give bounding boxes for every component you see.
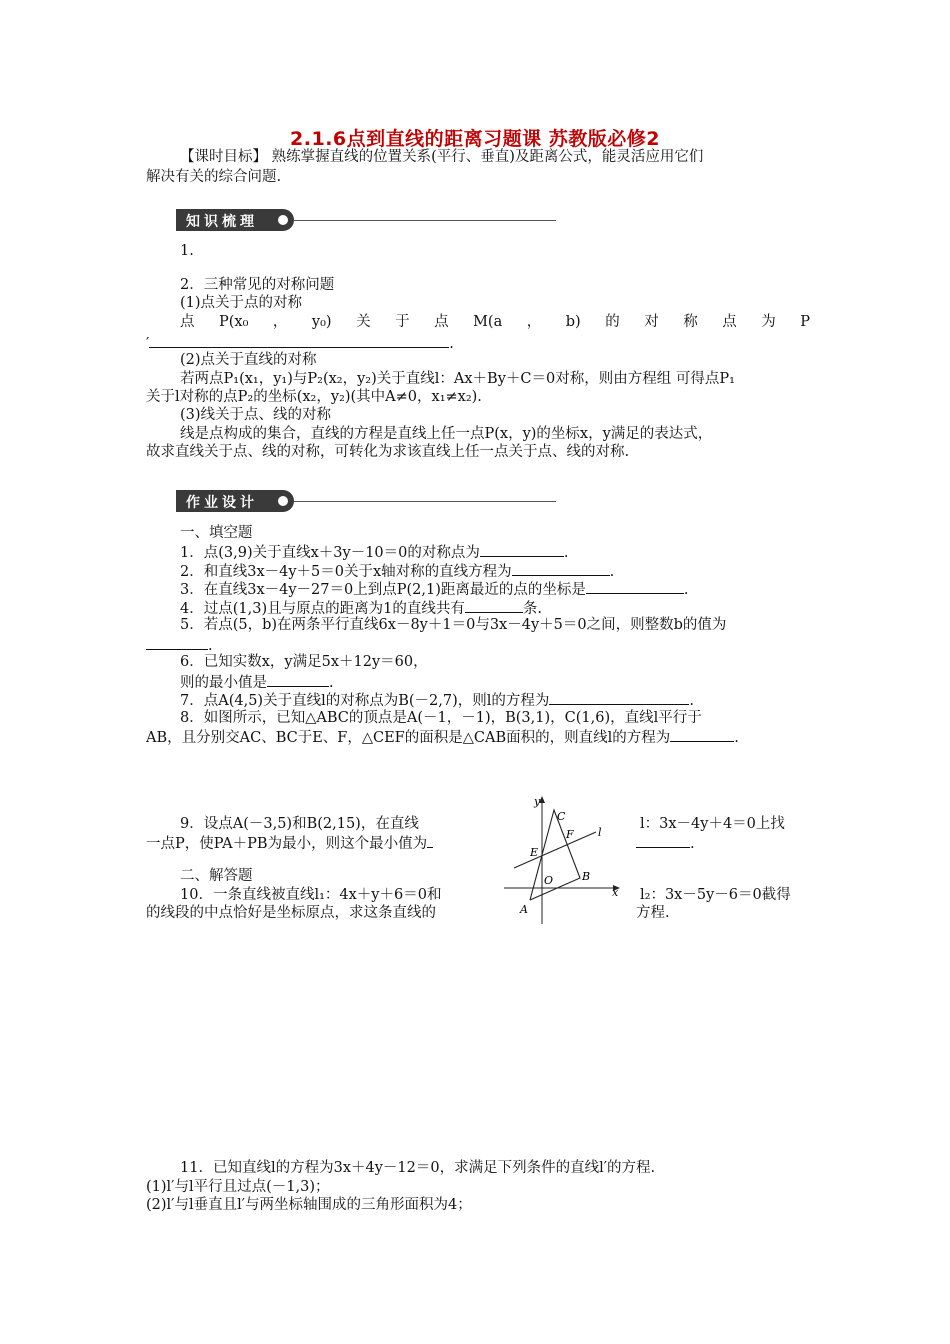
line-l <box>514 832 596 868</box>
token: 点 <box>180 314 195 330</box>
label-c: C <box>557 810 566 823</box>
question-2: 2．和直线3x－4y＋5＝0关于x轴对称的直线方程为 . <box>180 561 614 581</box>
label-a: A <box>520 903 528 916</box>
label-f: F <box>566 828 574 841</box>
banner-rule <box>294 501 556 502</box>
sub-2-heading: (2)点关于直线的对称 <box>180 352 317 368</box>
label-y: y <box>534 795 541 808</box>
question-9a: 9．设点A(－3,5)和B(2,15)，在直线 <box>180 816 419 832</box>
answer-blank[interactable] <box>146 635 208 650</box>
token: ， <box>526 314 542 330</box>
period: . <box>449 336 454 352</box>
answer-blank[interactable] <box>586 579 684 594</box>
sub-3-line-2: 故求直线关于点、线的对称，可转化为求该直线上任一点关于点、线的对称. <box>146 444 630 460</box>
question-8b: AB，且分别交AC、BC于E、F，△CEF的面积是△CAB面积的，则直线l的方程为 . <box>146 727 739 747</box>
q-text: 4．过点(1,3)且与原点的距离为1的直线共有 <box>180 601 465 617</box>
answer-blank[interactable] <box>149 333 449 348</box>
token: 于 <box>395 314 410 330</box>
question-6a: 6．已知实数x，y满足5x＋12y＝60， <box>180 654 428 670</box>
question-4 <box>180 598 542 618</box>
sub-3-heading: (3)线关于点、线的对称 <box>180 407 332 423</box>
answer-blank[interactable] <box>267 672 329 687</box>
token: 对 <box>644 314 659 330</box>
answer-blank[interactable] <box>465 598 523 613</box>
question-11: 11．已知直线l的方程为3x＋4y－12＝0，求满足下列条件的直线l′的方程. <box>180 1160 656 1176</box>
token: 为 <box>761 314 776 330</box>
sub-1-answer-line <box>146 333 454 353</box>
question-1: 1．点(3,9)关于直线x＋3y－10＝0的对称点为 . <box>180 542 568 562</box>
question-8a: 8．如图所示，已知△ABC的顶点是A(－1，－1)，B(3,1)，C(1,6)，直线l平行于 <box>180 710 702 726</box>
q-text: AB，且分别交AC、BC于E、F，△CEF的面积是△CAB面积的，则直线l的方程为 <box>146 730 671 746</box>
item-2: 2．三种常见的对称问题 <box>180 277 335 293</box>
part-1-heading: 一、填空题 <box>180 525 253 541</box>
part-2-heading: 二、解答题 <box>180 868 253 884</box>
question-9b <box>146 833 433 853</box>
q-text: 一点P，使PA＋PB为最小，则这个最小值为 <box>146 836 428 852</box>
token: P(x₀ <box>219 314 249 330</box>
sub-2-line-2: 关于l对称的点P₂的坐标(x₂，y₂)(其中A≠0，x₁≠x₂). <box>146 389 482 405</box>
answer-blank[interactable] <box>480 542 564 557</box>
question-10b: 的线段的中点恰好是坐标原点，求这条直线的 <box>146 905 436 921</box>
sub-1-spread-line <box>180 313 810 331</box>
item-1: 1. <box>180 243 194 259</box>
question-5-answer: . <box>146 635 213 655</box>
question-5: 5．若点(5，b)在两条平行直线6x－8y＋1＝0与3x－4y＋5＝0之间，则整数b的值为 <box>180 617 727 633</box>
label-x: x <box>612 886 619 899</box>
token: 的 <box>605 314 620 330</box>
label-e: E <box>530 846 539 859</box>
banner-label: 作业设计 <box>186 495 258 511</box>
question-9c: l：3x－4y＋4＝0上找 <box>640 816 785 832</box>
prime-mark: ′ <box>146 336 150 352</box>
sub-1-heading: (1)点关于点的对称 <box>180 295 303 311</box>
question-11-part-2: (2)l′与l垂直且l′与两坐标轴围成的三角形面积为4； <box>146 1197 472 1213</box>
question-11-part-1: (1)l′与l平行且过点(－1,3)； <box>146 1179 330 1195</box>
banner-label: 知识梳理 <box>186 214 258 230</box>
q-text: 7．点A(4,5)关于直线l的对称点为B(－2,7)，则l的方程为 <box>180 693 550 709</box>
label-l: l <box>598 826 602 839</box>
answer-blank[interactable] <box>427 833 433 848</box>
question-10c: l₂：3x－5y－6＝0截得 <box>640 887 791 903</box>
goal-line-1: 【课时目标】 熟练掌握直线的位置关系(平行、垂直)及距离公式，能灵活应用它们 <box>180 149 704 165</box>
label-o: O <box>544 874 554 887</box>
sub-2-line-1: 若两点P₁(x₁，y₁)与P₂(x₂，y₂)关于直线l：Ax＋By＋C＝0对称，则由方程组 可得点P₁ <box>180 371 735 387</box>
label-b: B <box>582 870 591 883</box>
token: 点 <box>722 314 737 330</box>
dot-icon <box>278 496 288 506</box>
question-3: 3．在直线3x－4y－27＝0上到点P(2,1)距离最近的点的坐标是 . <box>180 579 688 599</box>
question-10a: 10．一条直线被直线l₁：4x＋y＋6＝0和 <box>180 887 442 903</box>
question-6b: 则的最小值是 . <box>180 672 334 692</box>
sub-3-line-1: 线是点构成的集合，直线的方程是直线上任一点P(x，y)的坐标x，y满足的表达式， <box>180 426 713 442</box>
answer-blank[interactable] <box>512 561 610 576</box>
token: 点 <box>434 314 449 330</box>
answer-blank[interactable] <box>670 727 734 742</box>
question-7: 7．点A(4,5)关于直线l的对称点为B(－2,7)，则l的方程为 . <box>180 690 694 710</box>
q-text: 条. <box>522 601 542 617</box>
q-text: 2．和直线3x－4y＋5＝0关于x轴对称的直线方程为 <box>180 564 512 580</box>
answer-blank[interactable] <box>549 690 689 705</box>
dot-icon <box>278 215 288 225</box>
token: 称 <box>683 314 698 330</box>
page-title: 2.1.6点到直线的距离习题课 苏教版必修2 <box>290 128 660 150</box>
section-banner-knowledge <box>176 209 294 231</box>
question-10d: 方程. <box>636 905 670 921</box>
token: y₀) <box>311 314 332 330</box>
q-text: 则的最小值是 <box>180 675 267 691</box>
token: M(a <box>473 314 503 330</box>
token: 关 <box>356 314 371 330</box>
token: P <box>800 314 810 330</box>
token: ， <box>272 314 288 330</box>
section-banner-homework <box>176 490 294 512</box>
q-text: 3．在直线3x－4y－27＝0上到点P(2,1)距离最近的点的坐标是 <box>180 582 586 598</box>
triangle-figure <box>500 792 630 928</box>
token: b) <box>565 314 581 330</box>
answer-blank[interactable] <box>636 833 690 848</box>
goal-line-2: 解决有关的综合问题. <box>146 169 282 185</box>
banner-rule <box>294 220 556 221</box>
q-text: 1．点(3,9)关于直线x＋3y－10＝0的对称点为 <box>180 545 480 561</box>
question-9-answer: . <box>636 833 695 853</box>
